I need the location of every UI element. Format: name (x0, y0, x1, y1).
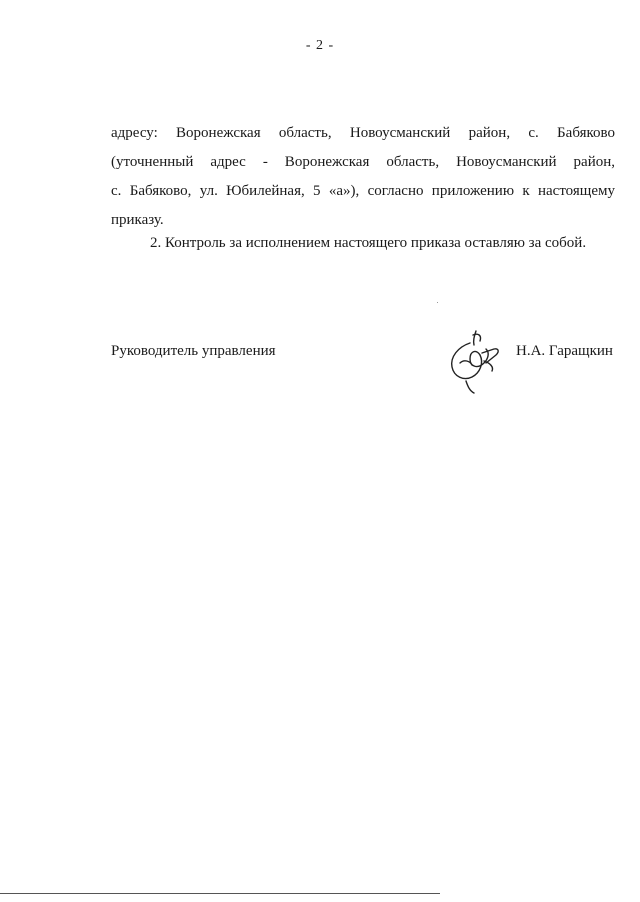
signatory-title: Руководитель управления (111, 343, 276, 359)
paragraph-line: (уточненный адрес - Воронежская область, Новоусманский район, (111, 154, 615, 170)
paragraph-line: с. Бабяково, ул. Юбилейная, 5 «а»), согласно приложению к настоящему (111, 183, 615, 199)
handwritten-signature (440, 323, 506, 395)
page-number: - 2 - (305, 38, 335, 53)
footer-rule (0, 893, 440, 894)
signatory-name: Н.А. Гаращкин (516, 343, 613, 359)
paragraph-line: приказу. (111, 212, 164, 228)
paragraph-control: 2. Контроль за исполнением настоящего приказа оставляю за собой. (150, 235, 587, 251)
paragraph-line: адресу: Воронежская область, Новоусманский район, с. Бабяково (111, 125, 615, 141)
scan-speck (437, 302, 438, 303)
paragraph-address (111, 119, 615, 235)
